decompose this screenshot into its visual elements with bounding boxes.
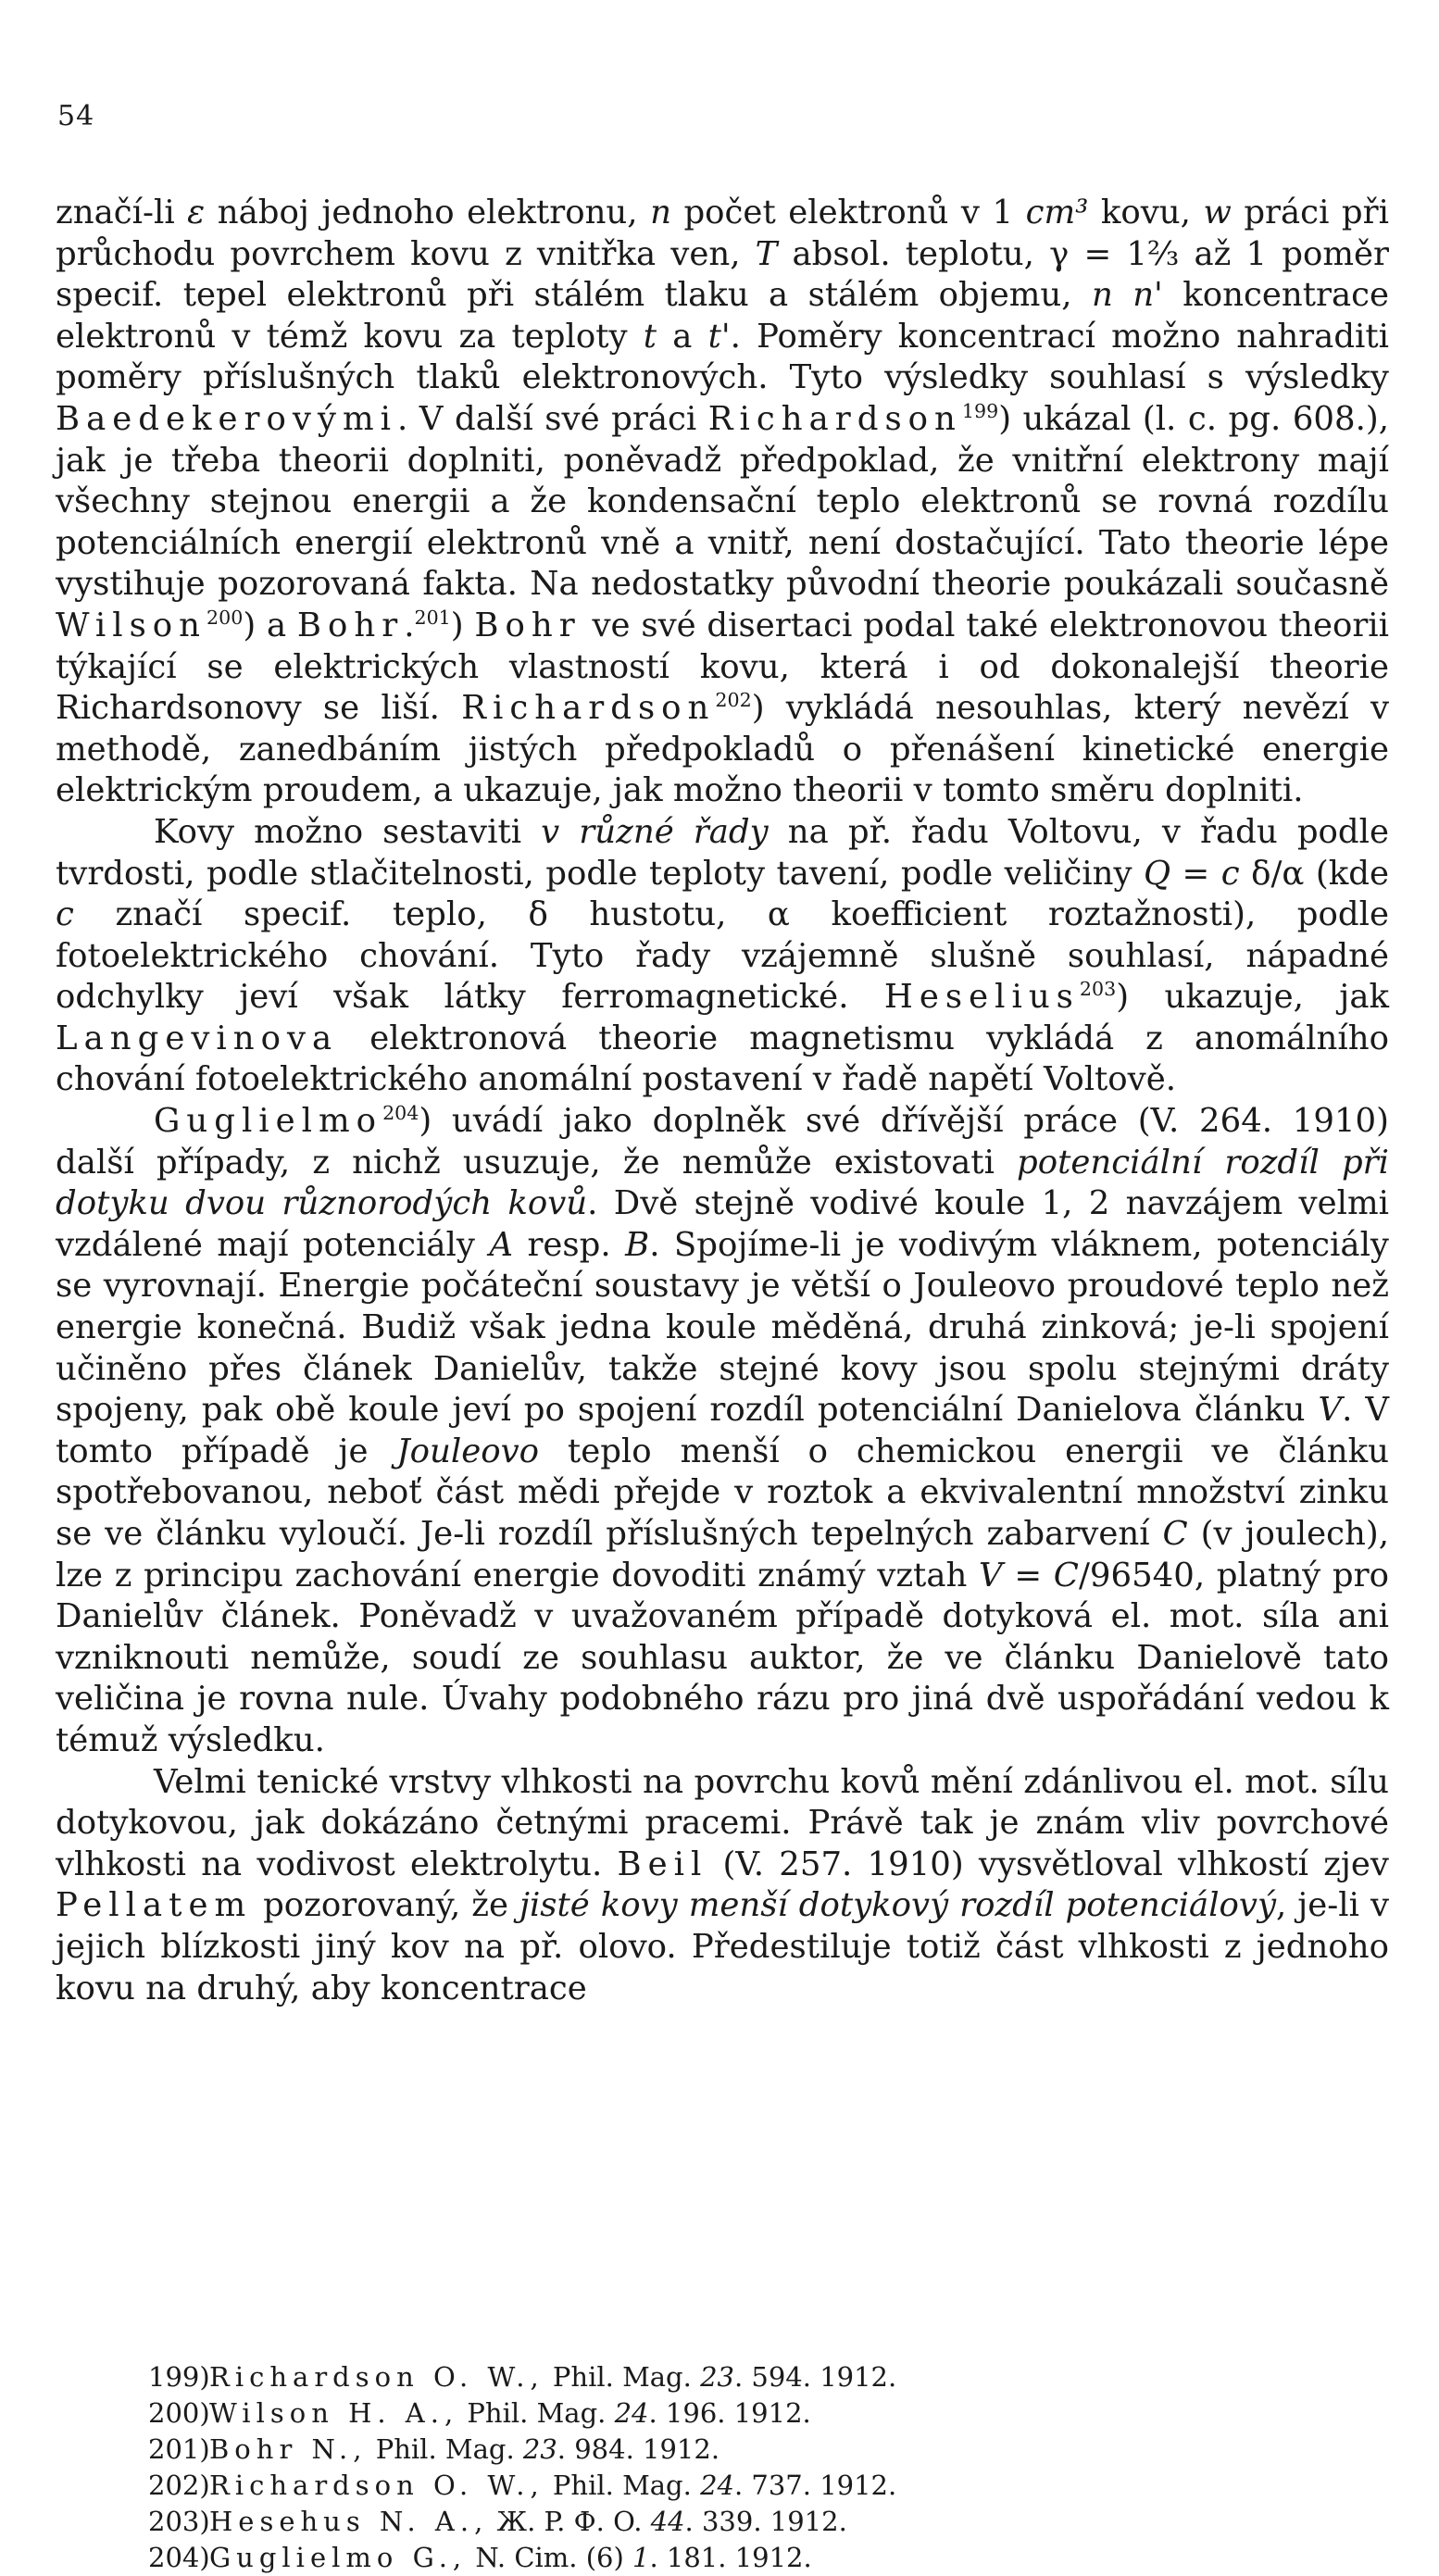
footnote: [148, 2468, 1259, 2504]
text-run: .: [404, 606, 415, 644]
footnote-source: Phil. Mag.: [544, 2470, 701, 2501]
italic-text: potenciální rozdíl při dotyku dvou různorodých kovů: [56, 1143, 1389, 1223]
italic-text: A: [489, 1225, 514, 1264]
footnote-number: 201): [148, 2433, 210, 2465]
italic-text: t: [643, 317, 657, 356]
body-text: [56, 193, 1389, 2009]
spaced-name: Guglielmo: [154, 1102, 383, 1141]
spaced-name: Bohr: [474, 606, 582, 644]
text-run: značí specif. teplo, δ hustotu, α koefficient roztažnosti), podle fotoelektrického chování. Tyto řady vzájemně slušně souhlasí, nápadné odchylky jeví však látky ferromagnetické.: [56, 895, 1389, 1017]
footnote-volume: 24: [614, 2397, 649, 2429]
text-run: ) vykládá nesouhlas, který nevězí v methodě, zanedbáním jistých předpokladů o přenášení kinetické energie elektrickým proudem, a ukazuje, jak možno theorii v tomto směru doplniti.: [56, 689, 1390, 810]
footnote-author: Bohr N.,: [209, 2433, 368, 2465]
italic-text: c: [56, 895, 74, 934]
text-run: ): [450, 606, 475, 644]
footnote-rest: . 737. 1912.: [733, 2470, 897, 2501]
text-run: Velmi tenické vrstvy vlhkosti na povrchu kovů mění zdánlivou el. mot. sílu dotykovou, jak dokázáno četnými pracemi. Právě tak je znám vliv povrchové vlhkosti na vodivost elektrolytu.: [56, 1762, 1389, 1883]
text-run: ) ukázal (l. c. pg. 608.), jak je třeba theorii doplniti, poněvadž předpoklad, že vnitřní elektrony mají všechny stejnou energii a že kondensační teplo elektronů se rovná rozdílu potenciálních energií elektronů vně a vnitř, není dostačující. Tato theorie lépe vystihuje pozorovaná fakta. Na nedostatky původní theorie poukázali současně: [56, 399, 1389, 604]
italic-text: cm³: [1025, 194, 1089, 231]
text-run: . Dvě stejně vodivé koule 1, 2 navzájem velmi vzdálené mají potenciály: [56, 1184, 1389, 1264]
footnote-rest: . 984. 1912.: [557, 2433, 720, 2465]
text-run: resp.: [513, 1225, 626, 1264]
footnote-rest: . 594. 1912.: [733, 2361, 897, 2393]
text-run: a: [657, 317, 708, 356]
italic-text: V: [1318, 1391, 1343, 1430]
footnote-author: Richardson O. W.,: [209, 2361, 544, 2393]
italic-text: B: [625, 1225, 650, 1264]
italic-text: jisté kovy menší dotykový rozdíl potenciálový: [519, 1886, 1277, 1925]
text-run: kovu,: [1088, 194, 1204, 231]
paragraph: [56, 193, 1389, 812]
text-run: pozorovaný, že: [252, 1886, 519, 1925]
italic-text: t': [707, 317, 731, 356]
text-run: (v joulech), lze z principu zachování energie dovoditi známý vztah: [56, 1515, 1389, 1594]
footnote-source: Phil. Mag.: [544, 2361, 701, 2393]
footnotes: [148, 2359, 1259, 2576]
text-run: , je-li v jejich blízkosti jiný kov na př. olovo. Předestiluje totiž část vlhkosti z jednoho kovu na druhý, aby koncentrace: [56, 1886, 1389, 2007]
italic-text: n: [650, 194, 671, 231]
italic-text: c: [1220, 854, 1240, 893]
text-run: značí-li: [56, 194, 188, 231]
spaced-name: Heselius: [883, 978, 1080, 1017]
italic-text: v různé řady: [541, 812, 769, 851]
footnote-number: 204): [148, 2542, 210, 2573]
footnote-ref: 199: [961, 400, 999, 423]
text-run: ) uvádí jako doplněk své dřívější práce (V. 264. 1910) další případy, z nichž usuzuje, že nemůže existovati: [56, 1102, 1389, 1182]
text-run: Kovy možno sestaviti: [154, 812, 542, 851]
footnote-volume: 1: [632, 2542, 650, 2573]
footnote-source: Ж. P. Ф. O.: [488, 2506, 651, 2537]
spaced-name: Pellatem: [56, 1886, 253, 1925]
spaced-name: Bohr: [296, 606, 405, 644]
footnote-source: Phil. Mag.: [367, 2433, 523, 2465]
footnote: [148, 2395, 1259, 2432]
footnote-ref: 200: [206, 606, 244, 630]
footnote-number: 203): [148, 2506, 210, 2537]
text-run: absol. teplotu, γ = 1⅔ až 1 poměr specif. tepel elektronů při stálém tlaku a stálém objemu,: [56, 234, 1390, 315]
footnote-rest: . 181. 1912.: [649, 2542, 812, 2573]
page-number: 54: [57, 100, 95, 132]
text-run: ve své disertaci podal také elektronovou theorii týkající se elektrických vlastností kovu, která i od dokonalejší theorie Richardsonovy se liší.: [56, 606, 1389, 728]
text-run: /96540, platný pro Danielův článek. Poněvadž v uvažovaném případě dotyková el. mot. síla ani vzniknouti nemůže, soudí ze souhlasu auktor, že ve článku Danielově tato veličina je rovna nule. Úvahy podobného rázu pro jiná dvě uspořádání vedou k témuž výsledku.: [56, 1556, 1389, 1759]
italic-text: Q: [1143, 854, 1171, 893]
italic-text: C: [1162, 1515, 1188, 1553]
text-run: (V. 257. 1910) vysvětloval vlhkostí zjev: [707, 1844, 1389, 1883]
footnote: [148, 2432, 1259, 2468]
footnote-volume: 23: [700, 2361, 734, 2393]
paragraph: [56, 1101, 1389, 1762]
text-run: . V tomto případě je: [56, 1391, 1389, 1470]
text-run: na př. řadu Voltovu, v řadu podle tvrdosti, podle stlačitelnosti, podle teploty tavení, podle veličiny: [56, 812, 1390, 893]
footnote-volume: 23: [522, 2433, 557, 2465]
italic-text: V: [979, 1556, 1003, 1594]
italic-text: T: [755, 234, 778, 273]
text-run: =: [1170, 854, 1221, 893]
spaced-name: Beil: [617, 1844, 708, 1883]
spaced-name: Wilson: [56, 606, 207, 644]
text-run: . Poměry koncentrací možno nahraditi poměry příslušných tlaků elektronových. Tyto výsledky souhlasí s výsledky: [56, 317, 1390, 397]
text-run: teplo menší o chemickou energii ve článku spotřebovanou, neboť část mědi přejde v roztok a ekvivalentní množství zinku se ve článku vyloučí. Je-li rozdíl příslušných tepelných zabarvení: [56, 1432, 1389, 1553]
italic-text: w: [1203, 194, 1232, 231]
footnote: [148, 2504, 1259, 2540]
footnote-volume: 44: [650, 2506, 685, 2537]
footnote-author: Hesehus N. A.,: [209, 2506, 489, 2537]
text-run: elektronová theorie magnetismu vykládá z anomálního chování fotoelektrického anomální postavení v řadě napětí Voltově.: [56, 1019, 1389, 1099]
footnote-rest: . 196. 1912.: [648, 2397, 811, 2429]
text-run: . Spojíme-li je vodivým vláknem, potenciály se vyrovnají. Energie počáteční soustavy je větší o Jouleovo proudové teplo než energie konečná. Budiž však jedna koule měděná, druhá zinková; je-li spojení učiněno přes článek Danielův, takže stejné kovy jsou spolu stejnými dráty spojeny, pak obě koule jeví po spojení rozdíl potenciální Danielova článku: [56, 1225, 1389, 1430]
footnote-author: Guglielmo G.,: [209, 2542, 468, 2573]
footnote-volume: 24: [700, 2470, 734, 2501]
footnote-ref: 204: [382, 1102, 419, 1125]
footnote-number: 200): [148, 2397, 210, 2429]
footnote-source: Phil. Mag.: [458, 2397, 615, 2429]
footnote-ref: 203: [1079, 978, 1117, 1001]
text-run: práci při průchodu povrchem kovu z vnitřka ven,: [56, 194, 1389, 273]
footnote-author: Richardson O. W.,: [209, 2470, 544, 2501]
spaced-name: Langevinova: [56, 1019, 339, 1057]
footnote-rest: . 339. 1912.: [684, 2506, 847, 2537]
text-run: . V další své práci: [397, 399, 708, 438]
paragraph: [56, 812, 1389, 1101]
italic-text: ε: [187, 194, 206, 231]
italic-text: n n': [1091, 276, 1163, 315]
footnote-ref: 202: [715, 689, 752, 712]
text-run: koncentrace elektronů v témž kovu za teploty: [56, 276, 1389, 356]
paragraph: [56, 1762, 1389, 2010]
text-run: δ/α (kde: [1239, 854, 1389, 893]
footnote-author: Wilson H. A.,: [209, 2397, 459, 2429]
italic-text: Jouleovo: [396, 1432, 540, 1470]
footnote: [148, 2540, 1259, 2576]
footnote: [148, 2359, 1259, 2395]
footnote-number: 199): [148, 2361, 210, 2393]
footnote-source: N. Cim. (6): [467, 2542, 633, 2573]
spaced-name: Richardson: [461, 689, 716, 728]
text-run: ) a: [243, 606, 297, 644]
spaced-name: Richardson: [707, 399, 962, 438]
text-run: ) ukazuje, jak: [1116, 978, 1389, 1017]
text-run: =: [1002, 1556, 1054, 1594]
footnote-number: 202): [148, 2470, 210, 2501]
text-run: počet elektronů v 1: [670, 194, 1026, 231]
text-run: náboj jednoho elektronu,: [205, 194, 651, 231]
italic-text: C: [1053, 1556, 1079, 1594]
footnote-ref: 201: [414, 606, 451, 630]
spaced-name: Baedekerovými: [56, 399, 397, 438]
